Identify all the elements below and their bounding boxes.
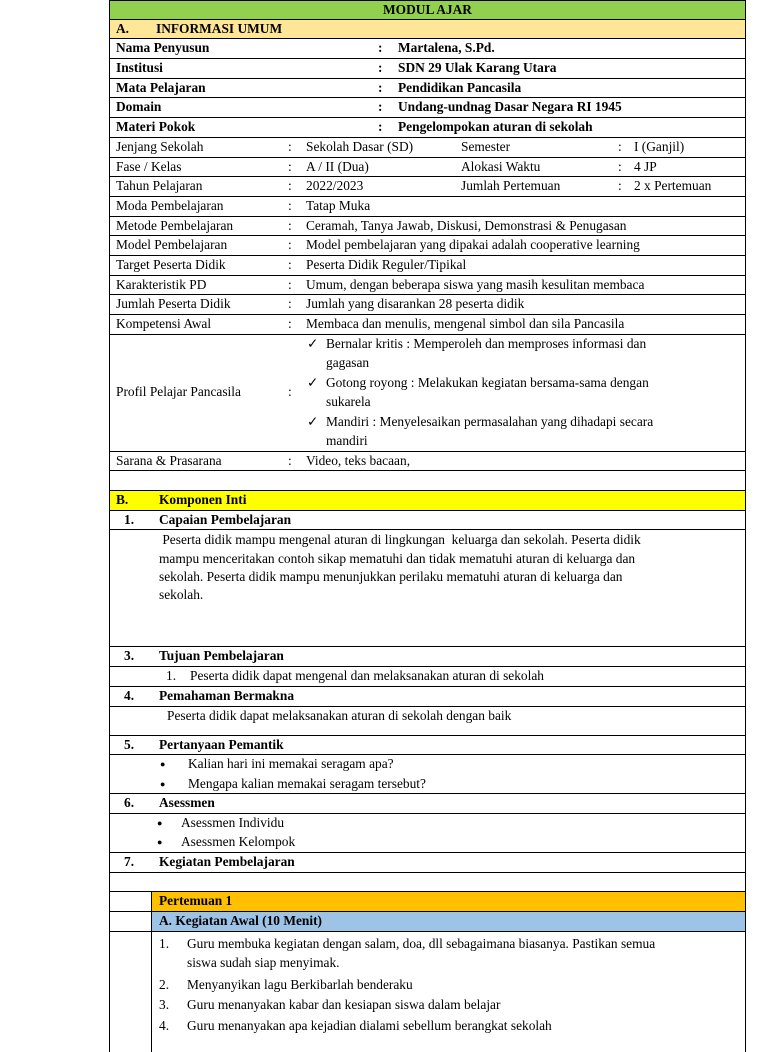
- pertemuan-cell: [152, 892, 745, 911]
- pertanyaan-title: Pertanyaan Pemantik: [159, 736, 284, 752]
- bullet-icon: ●: [160, 759, 166, 770]
- kegiatan-item-line: Guru menanyakan apa kejadian dialami sebellum berangkat sekolah: [187, 1017, 552, 1033]
- capaian-content: [109, 530, 746, 647]
- info-label: Tahun Pelajaran: [116, 178, 203, 194]
- info-row-jumlah-peserta: [109, 295, 746, 315]
- info-label: Institusi: [116, 60, 163, 76]
- section-a-title: INFORMASI UMUM: [156, 20, 283, 36]
- info-value-2: I (Ganjil): [634, 138, 685, 154]
- info-colon: :: [288, 276, 292, 292]
- info-colon: :: [288, 237, 292, 253]
- info-row-sarana: [109, 452, 746, 472]
- asesmen-content: [109, 814, 746, 853]
- kegiatan-awal-content: [109, 932, 746, 1052]
- pemahaman-content: [109, 707, 746, 736]
- pemahaman-text: Peserta didik dapat melaksanakan aturan di sekolah dengan baik: [167, 707, 512, 723]
- info-value: A / II (Dua): [306, 158, 369, 174]
- info-colon: :: [288, 217, 292, 233]
- info-colon: :: [288, 178, 292, 194]
- capaian-header: [109, 511, 746, 531]
- asesmen-title: Asessmen: [159, 795, 215, 811]
- info-label: Karakteristik PD: [116, 276, 207, 292]
- info-value: Tatap Muka: [306, 197, 371, 213]
- item-number: 5.: [124, 736, 135, 752]
- item-number: 1.: [124, 511, 135, 527]
- info-value: Peserta Didik Reguler/Tipikal: [306, 256, 467, 272]
- profil-item-line: mandiri: [326, 433, 368, 449]
- info-label-2: Semester: [461, 138, 511, 154]
- capaian-line: sekolah.: [159, 587, 204, 603]
- info-label: Materi Pokok: [116, 119, 196, 135]
- tujuan-header: [109, 647, 746, 667]
- capaian-line: mampu menceritakan contoh sikap mematuhi dan tidak mematuhi aturan di keluarga dan: [159, 550, 636, 566]
- section-a-letter: A.: [116, 20, 130, 36]
- info-colon-2: :: [618, 178, 622, 194]
- profil-item-line: sukarela: [326, 394, 371, 410]
- tujuan-content: [109, 667, 746, 687]
- info-label: Jumlah Peserta Didik: [116, 296, 231, 312]
- info-label: Moda Pembelajaran: [116, 197, 224, 213]
- info-row-model: [109, 236, 746, 256]
- list-number: 1.: [166, 668, 177, 684]
- info-label-2: Jumlah Pertemuan: [461, 178, 561, 194]
- info-label: Fase / Kelas: [116, 158, 182, 174]
- item-number: 3.: [124, 648, 135, 664]
- info-row-moda: [109, 197, 746, 217]
- info-value: Sekolah Dasar (SD): [306, 138, 414, 154]
- info-colon: :: [378, 40, 383, 56]
- capaian-line: sekolah. Peserta didik mampu menunjukkan perilaku mematuhi aturan di keluarga dan: [159, 568, 623, 584]
- list-number: 4.: [159, 1017, 170, 1033]
- info-row-karakteristik: [109, 276, 746, 296]
- info-label-2: Alokasi Waktu: [461, 158, 541, 174]
- info-value: Jumlah yang disarankan 28 peserta didik: [306, 296, 525, 312]
- info-row-materi-pokok: [109, 118, 746, 138]
- info-row-institusi: [109, 59, 746, 79]
- kegiatan-awal-title: A. Kegiatan Awal (10 Menit): [159, 912, 323, 928]
- info-colon: :: [378, 79, 383, 95]
- info-label: Jenjang Sekolah: [116, 138, 204, 154]
- info-row-mata-pelajaran: [109, 79, 746, 99]
- info-colon: :: [378, 99, 383, 115]
- info-row-fase-kelas: [109, 158, 746, 178]
- info-value: Pengelompokan aturan di sekolah: [398, 119, 593, 135]
- kegiatan-header: [109, 853, 746, 873]
- info-value: Martalena, S.Pd.: [398, 40, 495, 56]
- info-label: Profil Pelajar Pancasila: [116, 383, 241, 399]
- info-value: Membaca dan menulis, mengenal simbol dan sila Pancasila: [306, 316, 625, 331]
- info-colon: :: [288, 383, 292, 399]
- info-value-2: 4 JP: [634, 158, 657, 174]
- info-value: SDN 29 Ulak Karang Utara: [398, 60, 557, 76]
- info-colon-2: :: [618, 138, 622, 154]
- tujuan-title: Tujuan Pembelajaran: [159, 648, 284, 664]
- info-colon: :: [378, 119, 383, 135]
- info-colon: :: [378, 60, 383, 76]
- pertanyaan-item: Mengapa kalian memakai seragam tersebut?: [188, 775, 426, 791]
- document-title: MODUL AJAR: [383, 2, 472, 17]
- info-value: Umum, dengan beberapa siswa yang masih kesulitan membaca: [306, 276, 645, 292]
- info-label: Target Peserta Didik: [116, 256, 226, 272]
- info-label: Sarana & Prasarana: [116, 452, 222, 468]
- kegiatan-item-line: Guru menanyakan kabar dan kesiapan siswa dalam belajar: [187, 997, 501, 1013]
- info-colon: :: [288, 138, 292, 154]
- kegiatan-item-line: siswa sudah siap menyimak.: [187, 954, 340, 970]
- list-number: 1.: [159, 935, 170, 951]
- info-label: Domain: [116, 99, 162, 115]
- capaian-title: Capaian Pembelajaran: [159, 511, 292, 527]
- info-colon: :: [288, 296, 292, 312]
- section-b-header: [109, 491, 746, 511]
- profil-item-line: Mandiri : Menyelesaikan permasalahan yang dihadapi secara: [326, 413, 654, 429]
- info-value: Model pembelajaran yang dipakai adalah cooperative learning: [306, 237, 640, 253]
- info-colon-2: :: [618, 158, 622, 174]
- info-colon: :: [288, 197, 292, 213]
- pertemuan-title: Pertemuan 1: [159, 893, 233, 909]
- bullet-icon: ●: [157, 817, 163, 828]
- info-value: 2022/2023: [306, 178, 364, 194]
- info-colon: :: [288, 452, 292, 468]
- kegiatan-item-line: Guru membuka kegiatan dengan salam, doa, dll sebagaimana biasanya. Pastikan semua: [187, 935, 656, 951]
- info-row-kompetensi-awal: [109, 315, 746, 335]
- kegiatan-item-line: Menyanyikan lagu Berkibarlah benderaku: [187, 976, 413, 992]
- info-label: Metode Pembelajaran: [116, 217, 234, 233]
- pertanyaan-header: [109, 736, 746, 756]
- profil-item-line: Bernalar kritis : Memperoleh dan memproses informasi dan: [326, 335, 647, 351]
- spacer-row: [109, 471, 746, 491]
- check-icon: ✓: [307, 335, 319, 351]
- profil-item-line: Gotong royong : Melakukan kegiatan bersama-sama dengan: [326, 374, 649, 390]
- check-icon: ✓: [307, 413, 319, 429]
- pemahaman-header: [109, 687, 746, 707]
- info-label: Kompetensi Awal: [116, 316, 212, 331]
- info-colon: :: [288, 158, 292, 174]
- info-label: Mata Pelajaran: [116, 79, 206, 95]
- capaian-line: Peserta didik mampu mengenal aturan di lingkungan keluarga dan sekolah. Peserta didik: [159, 532, 641, 548]
- info-row-profil-pelajar: [109, 335, 746, 452]
- bullet-icon: ●: [160, 778, 166, 789]
- section-b-title: Komponen Inti: [159, 492, 247, 508]
- title-row: [109, 0, 746, 20]
- item-number: 6.: [124, 795, 135, 811]
- section-b-letter: B.: [116, 492, 129, 508]
- list-number: 3.: [159, 997, 170, 1013]
- tujuan-item: Peserta didik dapat mengenal dan melaksanakan aturan di sekolah: [190, 668, 544, 684]
- section-a-header: [109, 20, 746, 40]
- modul-ajar-document: [109, 0, 746, 1052]
- asesmen-item: Asessmen Individu: [181, 814, 285, 830]
- list-number: 2.: [159, 976, 170, 992]
- info-value: Video, teks bacaan,: [306, 452, 411, 468]
- info-row-domain: [109, 98, 746, 118]
- cell-divider: [151, 931, 152, 1052]
- spacer-row: [109, 873, 746, 893]
- info-value: Ceramah, Tanya Jawab, Diskusi, Demonstrasi & Penugasan: [306, 217, 627, 233]
- pertanyaan-content: [109, 755, 746, 794]
- kegiatan-title: Kegiatan Pembelajaran: [159, 853, 295, 869]
- item-number: 4.: [124, 687, 135, 703]
- info-row-target: [109, 256, 746, 276]
- info-colon: :: [288, 256, 292, 272]
- asesmen-item: Asessmen Kelompok: [181, 834, 296, 850]
- asesmen-header: [109, 794, 746, 814]
- info-label: Nama Penyusun: [116, 40, 210, 56]
- pertanyaan-item: Kalian hari ini memakai seragam apa?: [188, 756, 394, 772]
- kegiatan-awal-header: [109, 912, 746, 932]
- item-number: 7.: [124, 853, 135, 869]
- check-icon: ✓: [307, 374, 319, 390]
- pertemuan-row: [109, 892, 746, 912]
- profil-item-line: gagasan: [326, 355, 370, 371]
- info-value: Undang-undnag Dasar Negara RI 1945: [398, 99, 622, 115]
- bullet-icon: ●: [157, 837, 163, 848]
- info-row-nama-penyusun: [109, 39, 746, 59]
- info-label: Model Pembelajaran: [116, 237, 228, 253]
- info-value: Pendidikan Pancasila: [398, 79, 522, 95]
- info-colon: :: [288, 316, 292, 331]
- pemahaman-title: Pemahaman Bermakna: [159, 687, 295, 703]
- info-value-2: 2 x Pertemuan: [634, 178, 712, 194]
- info-row-jenjang-sekolah: [109, 138, 746, 158]
- info-row-tahun-pelajaran: [109, 177, 746, 197]
- info-row-metode: [109, 217, 746, 237]
